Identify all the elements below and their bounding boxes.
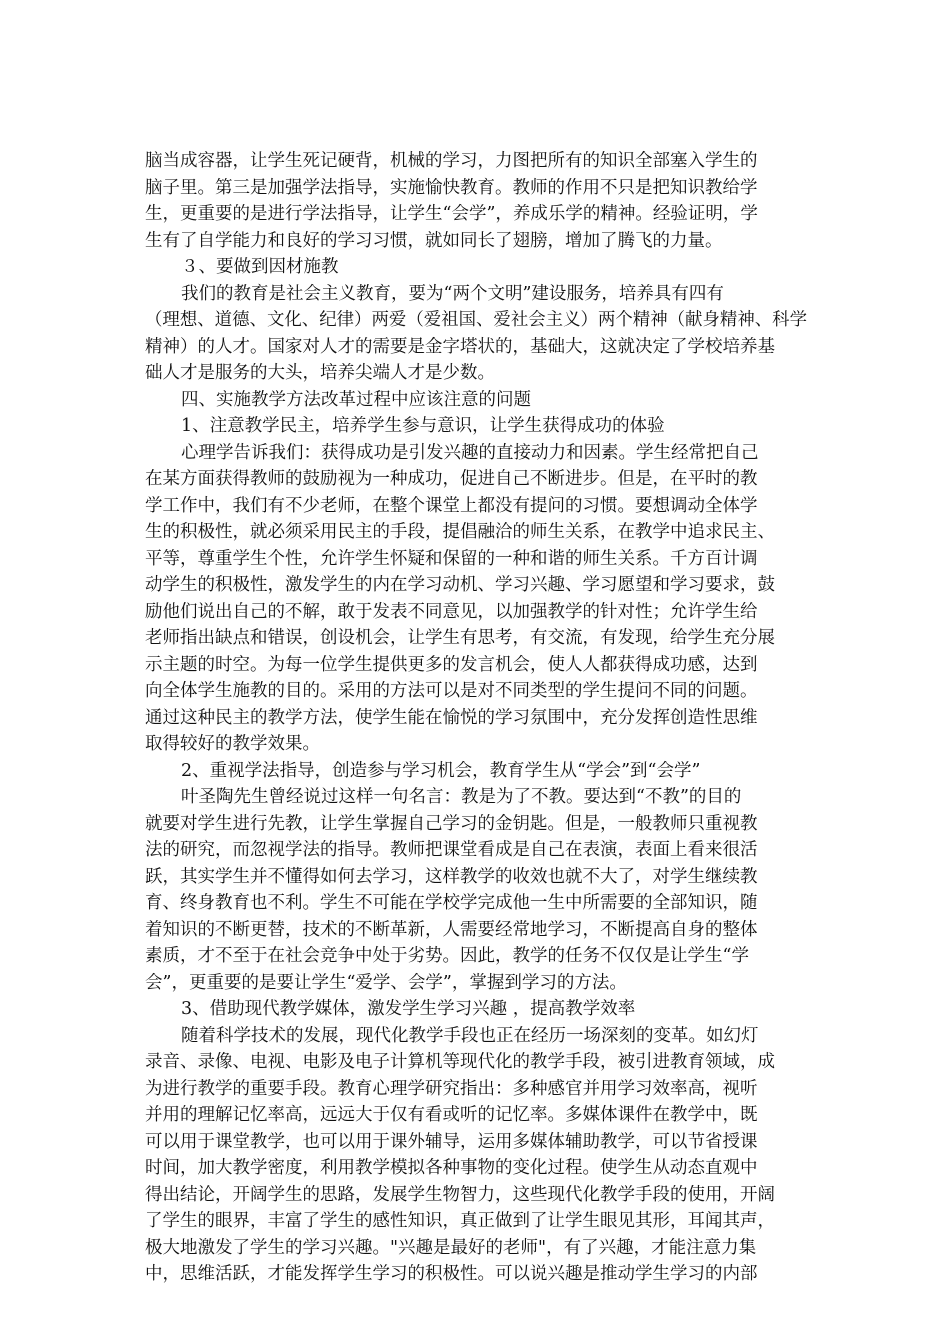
text-line: 示主题的时空。为每一位学生提供更多的发言机会，使人人都获得成功感，达到 [145, 654, 758, 675]
text-line: 通过这种民主的教学方法，使学生能在愉悦的学习氛围中，充分发挥创造性思维 [145, 707, 758, 728]
text-line: 时间，加大教学密度，利用教学模拟各种事物的变化过程。使学生从动态直观中 [145, 1158, 758, 1178]
text-line: 随着科学技术的发展，现代化教学手段也正在经历一场深刻的变革。如幻灯 [181, 1025, 759, 1046]
text-line: ３、要做到因材施教 [181, 257, 339, 277]
text-line: 取得较好的教学效果。 [145, 734, 320, 754]
text-line: 可以用于课堂教学，也可以用于课外辅导，运用多媒体辅助教学，可以节省授课 [145, 1131, 758, 1152]
text-line: 着知识的不断更替，技术的不断革新，人需要经常地学习，不断提高自身的整体 [145, 919, 758, 940]
text-line: 础人才是服务的大头，培养尖端人才是少数。 [145, 363, 495, 383]
text-line: 录音、录像、电视、电影及电子计算机等现代化的教学手段，被引进教育领域，成 [145, 1052, 775, 1072]
text-line: 1、注意教学民主，培养学生参与意识，让学生获得成功的体验 [181, 416, 665, 436]
text-line: 生有了自学能力和良好的学习习惯，就如同长了翅膀，增加了腾飞的力量。 [145, 230, 723, 251]
text-line: 2、重视学法指导，创造参与学习机会，教育学生从“学会”到“会学” [181, 760, 701, 781]
text-line: 我们的教育是社会主义教育，要为“两个文明”建设服务，培养具有四有 [181, 283, 724, 304]
text-line: 育、终身教育也不利。学生不可能在学校学完成他一生中所需要的全部知识，随 [145, 893, 758, 913]
text-line: 四、实施教学方法改革过程中应该注意的问题 [181, 389, 531, 410]
text-line: 心理学告诉我们：获得成功是引发兴趣的直接动力和因素。学生经常把自己 [181, 442, 759, 463]
text-line: 为进行教学的重要手段。教育心理学研究指出：多种感官并用学习效率高，视听 [145, 1078, 758, 1099]
text-line: 生的积极性，就必须采用民主的手段，提倡融洽的师生关系，在教学中追求民主、 [145, 522, 775, 542]
text-line: 极大地激发了学生的学习兴趣。"兴趣是最好的老师"，有了兴趣，才能注意力集 [145, 1237, 757, 1258]
text-line: 3、借助现代教学媒体，激发学生学习兴趣 ，提高教学效率 [181, 999, 636, 1019]
text-line: 脑子里。第三是加强学法指导，实施愉快教育。教师的作用不只是把知识教给学 [145, 177, 758, 198]
text-line: 素质，才不至于在社会竞争中处于劣势。因此，教学的任务不仅仅是让学生“学 [145, 946, 749, 966]
document-page [145, 148, 807, 1288]
text-line: 脑当成容器，让学生死记硬背，机械的学习，力图把所有的知识全部塞入学生的 [145, 151, 758, 171]
text-line: 学工作中，我们有不少老师，在整个课堂上都没有提问的习惯。要想调动全体学 [145, 495, 758, 516]
text-line: 在某方面获得教师的鼓励视为一种成功，促进自己不断进步。但是，在平时的教 [145, 469, 758, 489]
text-line: 老师指出缺点和错误，创设机会，让学生有思考，有交流，有发现，给学生充分展 [145, 628, 775, 648]
text-line: 法的研究，而忽视学法的指导。教师把课堂看成是自己在表演，表面上看来很活 [145, 840, 758, 860]
text-line: 动学生的积极性，激发学生的内在学习动机、学习兴趣、学习愿望和学习要求，鼓 [145, 575, 775, 595]
text-line: 向全体学生施教的目的。采用的方法可以是对不同类型的学生提问不同的问题。 [145, 681, 758, 701]
text-line: 了学生的眼界，丰富了学生的感性知识，真正做到了让学生眼见其形，耳闻其声， [145, 1211, 775, 1231]
text-line: 中，思维活跃，才能发挥学生学习的积极性。可以说兴趣是推动学生学习的内部 [145, 1264, 758, 1284]
text-line: 得出结论，开阔学生的思路，发展学生物智力，这些现代化教学手段的使用，开阔 [145, 1184, 775, 1205]
text-line: 平等，尊重学生个性，允许学生怀疑和保留的一种和谐的师生关系。千方百计调 [145, 548, 758, 569]
text-line: 并用的理解记忆率高，远远大于仅有看或听的记忆率。多媒体课件在教学中，既 [145, 1105, 758, 1125]
text-line: 叶圣陶先生曾经说过这样一句名言：教是为了不教。要达到“不教”的目的 [181, 787, 742, 807]
text-line: 跃，其实学生并不懂得如何去学习，这样教学的收效也就不大了，对学生继续教 [145, 866, 758, 887]
text-line: 精神）的人才。国家对人才的需要是金字塔状的，基础大，这就决定了学校培养基 [145, 336, 775, 357]
text-line: 会”，更重要的是要让学生“爱学、会学”，掌握到学习的方法。 [145, 972, 627, 993]
text-line: 励他们说出自己的不解，敢于发表不同意见，以加强教学的针对性；允许学生给 [145, 601, 758, 622]
text-line: 就要对学生进行先教，让学生掌握自己学习的金钥匙。但是，一般教师只重视教 [145, 813, 758, 834]
text-line: 生，更重要的是进行学法指导，让学生“会学”，养成乐学的精神。经验证明，学 [145, 204, 758, 224]
text-line: （理想、道德、文化、纪律）两爱（爱祖国、爱社会主义）两个精神（献身精神、科学 [145, 310, 808, 330]
